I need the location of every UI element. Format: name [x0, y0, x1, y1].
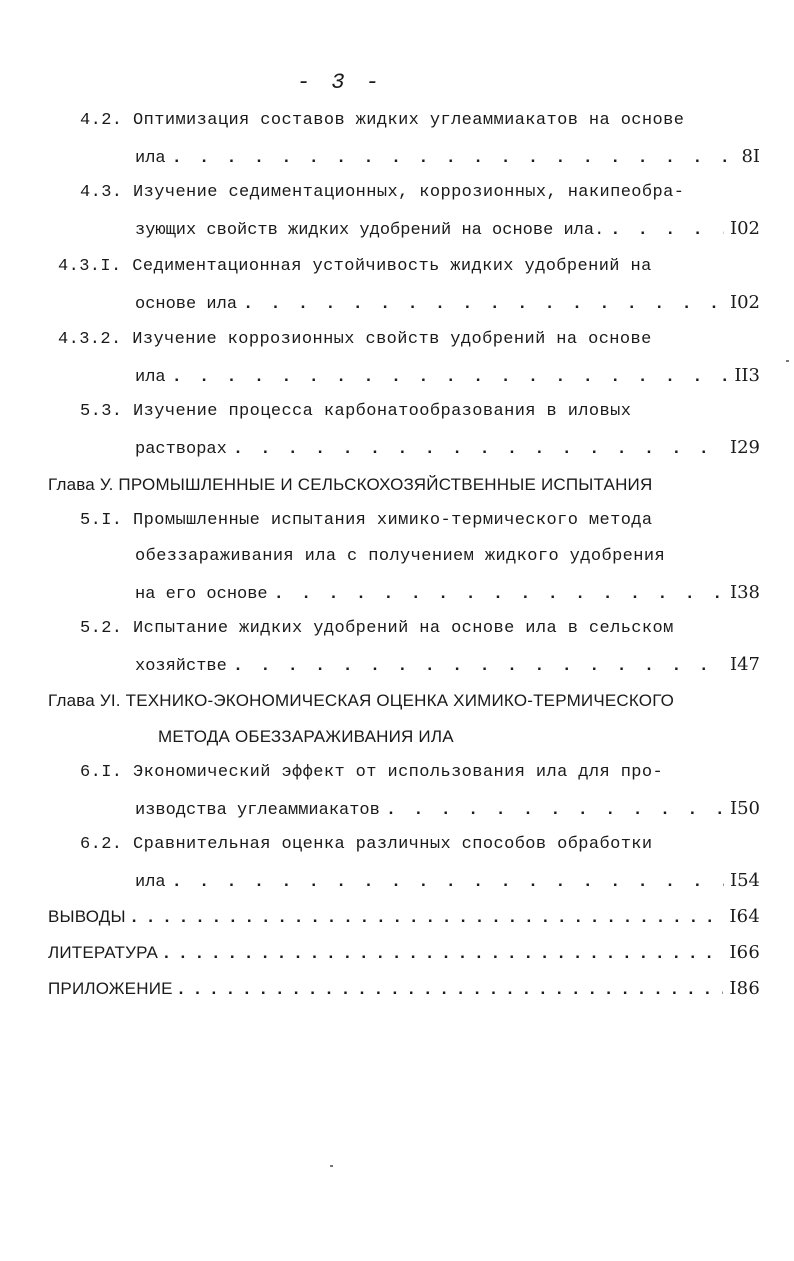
leader-dots — [227, 656, 724, 678]
scan-speck — [330, 1165, 333, 1167]
leader-dots — [166, 872, 724, 894]
section-number: 4.3. — [80, 183, 123, 202]
section-title-cont: основе ила — [135, 295, 238, 314]
page-ref: I54 — [729, 870, 760, 891]
leader-dots — [604, 220, 724, 242]
section-title-cont: растворах — [135, 440, 227, 459]
toc-entry-4-2-line1 — [80, 110, 684, 132]
entry-label: ЛИТЕРАТУРА — [48, 943, 159, 962]
toc-entry-5-3-line2 — [135, 437, 760, 461]
toc-entry-4-3-1-line2 — [135, 292, 760, 316]
toc-entry-6-1-line1 — [80, 762, 663, 784]
section-title: Экономический эффект от использования ила для про- — [133, 763, 664, 782]
leader-dots — [380, 800, 724, 822]
toc-entry-5-2-line1 — [80, 618, 674, 640]
toc-entry-6-1-line2 — [135, 798, 760, 822]
section-number: 4.3.2. — [58, 330, 122, 349]
scan-speck — [786, 360, 789, 362]
toc-entry-4-3-2-line2 — [135, 365, 760, 389]
section-title: Изучение процесса карбонатообразования в иловых — [133, 402, 632, 421]
chapter-6-heading-line1: Глава УI. ТЕХНИКО-ЭКОНОМИЧЕСКАЯ ОЦЕНКА ХИМИКО-ТЕРМИЧЕСКОГО — [48, 691, 675, 710]
section-title: Промышленные испытания химико-термического метода — [133, 511, 653, 530]
leader-dots — [126, 906, 724, 928]
toc-entry-literature — [48, 942, 760, 964]
page-ref: I38 — [729, 582, 760, 603]
section-title: Сравнительная оценка различных способов обработки — [133, 835, 653, 854]
toc-entry-6-2-line2 — [135, 870, 760, 894]
section-title: Изучение седиментационных, коррозионных, накипеобра- — [133, 183, 685, 202]
toc-entry-5-1-line3 — [135, 582, 760, 606]
section-title-cont: хозяйстве — [135, 657, 227, 676]
section-number: 5.I. — [80, 511, 123, 530]
page-ref: I02 — [729, 292, 760, 313]
leader-dots — [268, 584, 724, 606]
page-ref: I29 — [729, 437, 760, 458]
leader-dots — [227, 439, 724, 461]
toc-entry-4-3-line2 — [135, 218, 760, 242]
page-ref: II3 — [734, 365, 760, 386]
page-number: - 3 - — [296, 70, 383, 95]
toc-entry-4-3-line1 — [80, 182, 684, 204]
section-title-cont: на его основе — [135, 585, 268, 604]
page-ref: I86 — [729, 978, 760, 999]
page-ref: 8I — [741, 146, 760, 167]
section-number: 4.2. — [80, 111, 123, 130]
toc-entry-appendix — [48, 978, 760, 1000]
toc-entry-conclusions — [48, 906, 760, 928]
entry-label: ВЫВОДЫ — [48, 907, 126, 926]
leader-dots — [166, 148, 736, 170]
page-ref: I64 — [729, 906, 760, 927]
entry-label: ПРИЛОЖЕНИЕ — [48, 979, 173, 998]
toc-entry-4-3-1-line1 — [58, 256, 652, 278]
toc-entry-4-3-2-line1 — [58, 329, 652, 351]
section-title-cont: ила — [135, 873, 166, 892]
leader-dots — [166, 367, 729, 389]
page-ref: I02 — [729, 218, 760, 239]
toc-entry-5-2-line2 — [135, 654, 760, 678]
toc-entry-4-2-line2 — [135, 146, 760, 170]
section-title: Седиментационная устойчивость жидких удобрений на — [132, 257, 652, 276]
section-title-cont: ила — [135, 368, 166, 387]
section-title: Изучение коррозионных свойств удобрений на основе — [132, 330, 652, 349]
section-number: 5.2. — [80, 619, 123, 638]
chapter-6-heading-line2: МЕТОДА ОБЕЗЗАРАЖИВАНИЯ ИЛА — [158, 727, 454, 746]
section-title: Испытание жидких удобрений на основе ила в сельском — [133, 619, 674, 638]
section-number: 6.2. — [80, 835, 123, 854]
section-title: Оптимизация составов жидких углеаммиакатов на основе — [133, 111, 685, 130]
page-ref: I66 — [729, 942, 760, 963]
page-ref: I50 — [729, 798, 760, 819]
leader-dots — [158, 942, 723, 964]
toc-entry-6-2-line1 — [80, 834, 653, 856]
page-ref: I47 — [729, 654, 760, 675]
section-number: 4.3.I. — [58, 257, 122, 276]
section-title-cont: зующих свойств жидких удобрений на основе ила. — [135, 221, 605, 240]
chapter-5-heading: Глава У. ПРОМЫШЛЕННЫЕ И СЕЛЬСКОХОЗЯЙСТВЕННЫЕ ИСПЫТАНИЯ — [48, 475, 653, 494]
section-title-cont: ила — [135, 149, 166, 168]
section-title-cont: изводства углеаммиакатов — [135, 801, 380, 820]
toc-entry-5-3-line1 — [80, 401, 631, 423]
leader-dots — [173, 978, 724, 1000]
leader-dots — [237, 294, 724, 316]
section-number: 5.3. — [80, 402, 123, 421]
section-number: 6.I. — [80, 763, 123, 782]
toc-entry-5-1-line1 — [80, 510, 653, 532]
toc-entry-5-1-line2: обеззараживания ила с получением жидкого удобрения — [135, 547, 666, 566]
